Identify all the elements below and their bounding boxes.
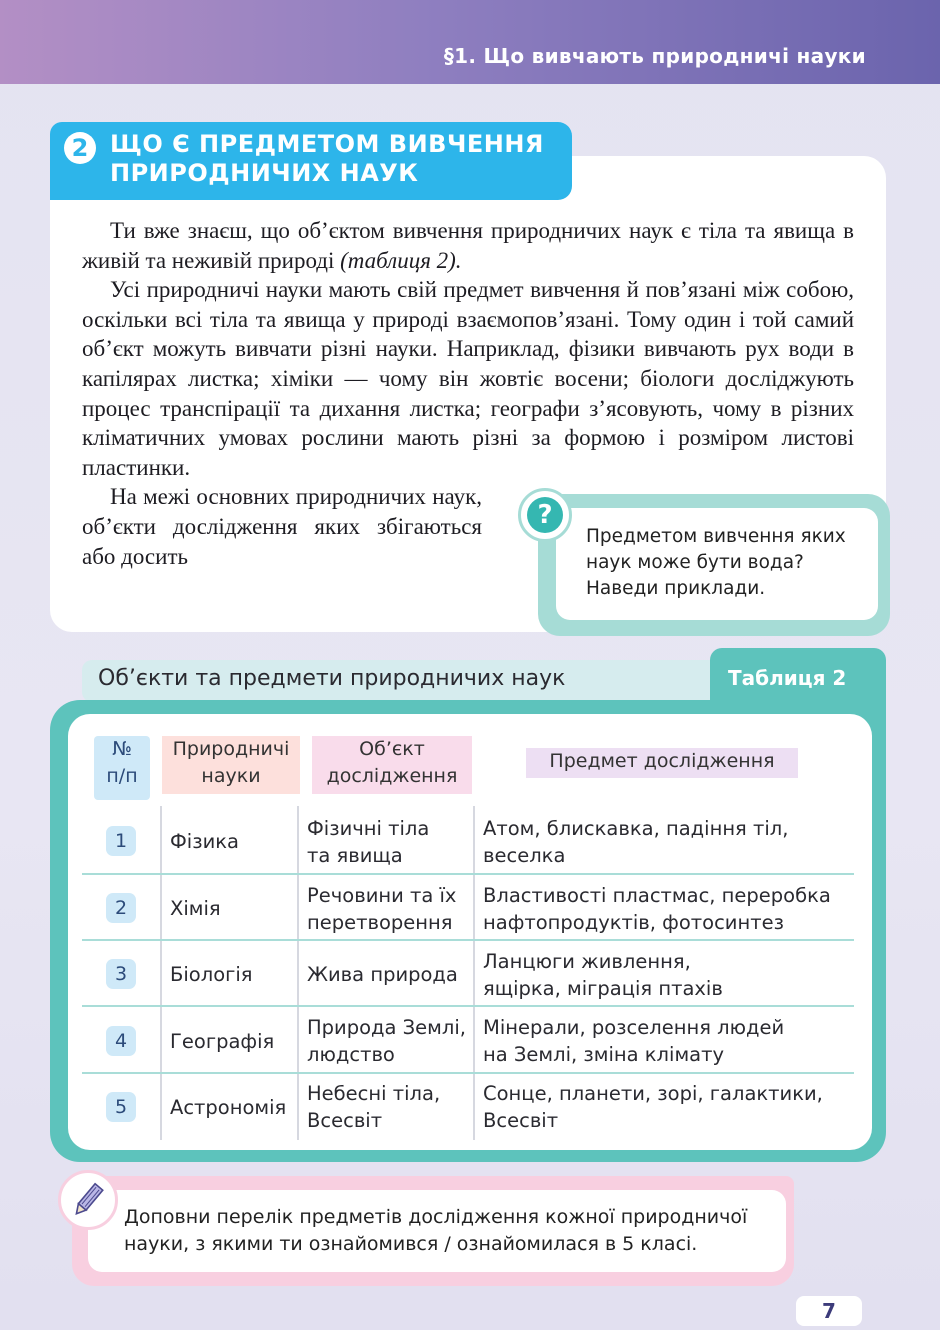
- row-object-line: людство: [307, 1043, 395, 1066]
- row-subject: [483, 882, 831, 936]
- section-number-badge: 2: [64, 132, 96, 164]
- page-header: [0, 0, 940, 84]
- page-number: 7: [796, 1296, 862, 1326]
- header-number-line: №: [112, 738, 132, 760]
- row-number: 5: [106, 1092, 136, 1122]
- row-divider: [82, 1072, 854, 1074]
- header-science-line: Природничі: [172, 738, 290, 760]
- question-icon: [518, 488, 572, 542]
- pencil-icon: [58, 1170, 118, 1230]
- row-object-line: перетворення: [307, 911, 453, 934]
- paragraph-1: [82, 216, 854, 275]
- table-caption: Об’єкти та предмети природничих наук: [98, 666, 566, 691]
- header-object-line: дослідження: [326, 765, 458, 787]
- row-science: Географія: [170, 1030, 275, 1053]
- header-subject: Предмет дослідження: [526, 748, 798, 778]
- row-subject-line: ящірка, міграція птахів: [483, 977, 723, 1000]
- row-subject-line: Атом, блискавка, падіння тіл,: [483, 817, 789, 840]
- row-object-line: Речовини та їх: [307, 884, 457, 907]
- section-title: [110, 130, 550, 188]
- row-subject-line: веселка: [483, 844, 566, 867]
- row-number: 2: [106, 893, 136, 923]
- column-divider: [297, 806, 299, 1140]
- row-divider: [82, 939, 854, 941]
- table-reference: (таблиця 2).: [340, 247, 462, 273]
- paragraph-1-text: Ти вже знаєш, що об’єктом вивчення природничих наук є тіла та явища в живій та неживій природі: [82, 218, 854, 273]
- header-number: [94, 736, 150, 800]
- question-mark-icon: ?: [527, 497, 563, 533]
- row-subject: [483, 1080, 823, 1134]
- row-subject-line: на Землі, зміна клімату: [483, 1043, 724, 1066]
- row-number: 4: [106, 1026, 136, 1056]
- question-text: Предметом вивчення яких наук може бути вода? Наведи приклади.: [586, 526, 846, 599]
- row-science: Хімія: [170, 897, 221, 920]
- row-object-line: Фізичні тіла: [307, 817, 430, 840]
- section-title-line: ПРИРОДНИЧИХ НАУК: [110, 159, 419, 187]
- row-object: [307, 882, 456, 936]
- chapter-title: §1. Що вивчають природничі науки: [443, 44, 866, 68]
- row-science: Астрономія: [170, 1096, 287, 1119]
- row-divider: [82, 873, 854, 875]
- row-subject: [483, 815, 788, 869]
- row-subject-line: Сонце, планети, зорі, галактики,: [483, 1082, 823, 1105]
- row-object-line: Небесні тіла,: [307, 1082, 441, 1105]
- header-science: [162, 736, 300, 794]
- task-text: Доповни перелік предметів дослідження кожної природничої науки, з якими ти ознайомився / ознайомилася в 5 класі.: [124, 1206, 748, 1255]
- header-science-line: науки: [201, 765, 261, 787]
- row-object-line: Природа Землі,: [307, 1016, 466, 1039]
- row-number: 3: [106, 959, 136, 989]
- header-object: [312, 736, 472, 794]
- row-subject-line: Всесвіт: [483, 1109, 559, 1132]
- header-number-line: п/п: [106, 765, 138, 787]
- paragraph-3: На межі основних природничих наук, об’єкти дослідження яких збігаються або досить: [82, 484, 482, 569]
- row-divider: [82, 1005, 854, 1007]
- row-object: [307, 1014, 466, 1068]
- row-subject-line: Мінерали, розселення людей: [483, 1016, 785, 1039]
- row-number: 1: [106, 826, 136, 856]
- row-science: Фізика: [170, 830, 239, 853]
- row-subject: [483, 948, 723, 1002]
- row-subject: [483, 1014, 784, 1068]
- row-science: Біологія: [170, 963, 253, 986]
- row-object: [307, 815, 429, 869]
- row-object: [307, 961, 458, 988]
- header-object-line: Об’єкт: [359, 738, 425, 760]
- section-heading: [50, 122, 572, 200]
- row-object: [307, 1080, 440, 1134]
- row-object-line: Жива природа: [307, 963, 458, 986]
- row-subject-line: Властивості пластмас, переробка: [483, 884, 831, 907]
- row-subject-line: нафтопродуктів, фотосинтез: [483, 911, 784, 934]
- column-divider: [473, 806, 475, 1140]
- paragraph-2: Усі природничі науки мають свій предмет вивчення й пов’язані між собою, оскільки всі тіла та явища у природі взаємопов’язані. Тому один і той самий об’єкт можуть вивчати різні науки. Наприклад, фізики вивчають рух води в капілярах листка; хіміки — чому він жовтіє восени; біологи досліджують процес транспірації та дихання листка; географи з’ясовують, чому в різних кліматичних умовах рослини мають різні за формою і розміром листові пластинки.: [82, 277, 854, 480]
- row-object-line: та явища: [307, 844, 403, 867]
- column-divider: [160, 806, 162, 1140]
- table-label: Таблиця 2: [728, 666, 847, 690]
- row-subject-line: Ланцюги живлення,: [483, 950, 691, 973]
- row-object-line: Всесвіт: [307, 1109, 383, 1132]
- section-title-line: ЩО Є ПРЕДМЕТОМ ВИВЧЕННЯ: [110, 130, 544, 158]
